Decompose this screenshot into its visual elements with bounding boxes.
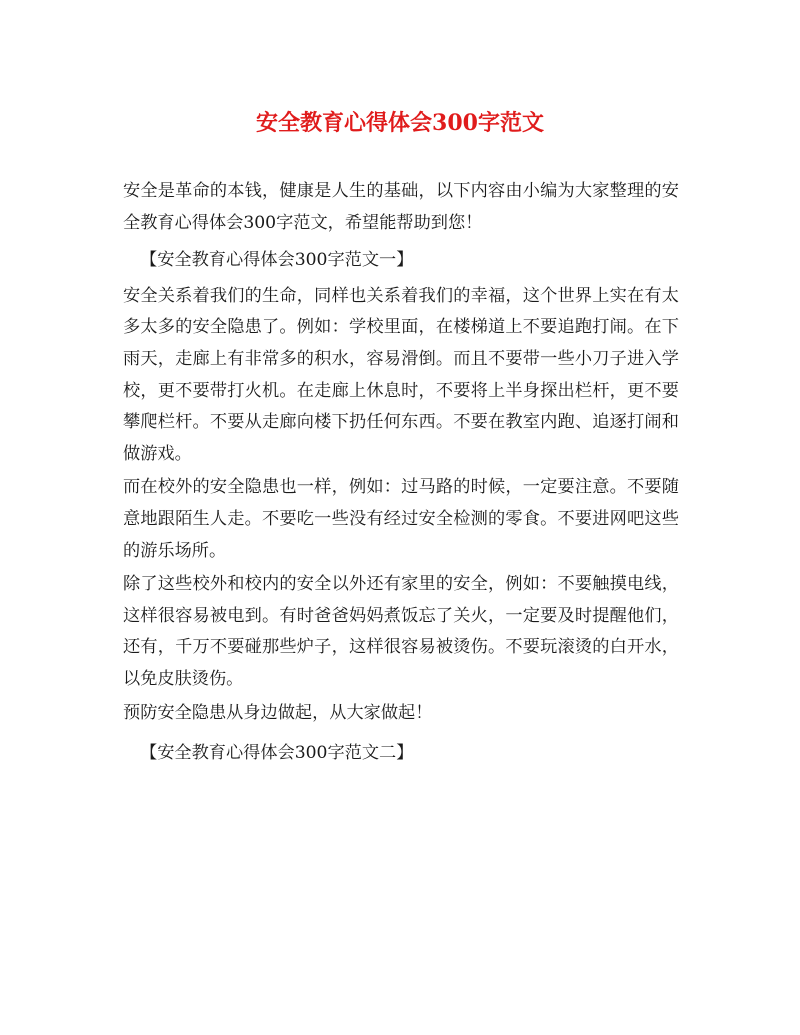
body-paragraph-2: 而在校外的安全隐患也一样，例如：过马路的时候，一定要注意。不要随意地跟陌生人走。不要吃一些没有经过安全检测的零食。不要进网吧这些的游乐场所。 [123,477,679,561]
body-paragraph-3: 除了这些校外和校内的安全以外还有家里的安全，例如：不要触摸电线，这样很容易被电到。有时爸爸妈妈煮饭忘了关火，一定要及时提醒他们，还有，千万不要碰那些炉子，这样很容易被烫伤。不要玩滚烫的白开水，以免皮肤烫伤。 [123,574,679,689]
intro-paragraph: 安全是革命的本钱，健康是人生的基础，以下内容由小编为大家整理的安全教育心得体会300字范文，希望能帮助到您！ [123,181,679,233]
section-heading-1: 【安全教育心得体会300字范文一】 [140,250,414,271]
document-title: 安全教育心得体会300字范文 [256,110,544,136]
body-paragraph-1: 安全关系着我们的生命，同样也关系着我们的幸福，这个世界上实在有太多太多的安全隐患了。例如：学校里面，在楼梯道上不要追跑打闹。在下雨天，走廊上有非常多的积水，容易滑倒。而且不要带一些小刀子进入学校，更不要带打火机。在走廊上休息时，不要将上半身探出栏杆，更不要攀爬栏杆。不要从走廊向楼下扔任何东西。不要在教室内跑、追逐打闹和做游戏。 [123,285,679,464]
body-paragraph-4: 预防安全隐患从身边做起，从大家做起！ [123,702,433,723]
section-heading-2: 【安全教育心得体会300字范文二】 [140,743,414,764]
document-body [123,176,679,770]
